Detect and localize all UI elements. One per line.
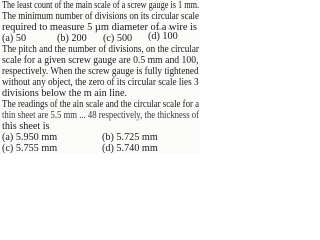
question2-line-7: thin sheet are 5.5 mm ... 48 respectively, the thickness of [2,110,200,121]
scan-artifact [168,28,171,30]
question1-option-a: (a) 50 [2,33,27,44]
question2-option-b: (b) 5.725 mm [102,132,158,143]
question1-line-3: required to measure 5 µm diameter of a wire is [2,22,197,33]
question1-option-b: (b) 200 [57,33,87,44]
question2-line-1: The pitch and the number of divisions, on the circular [2,44,199,55]
question2-line-8: this sheet is [2,121,50,132]
question2-option-c: (c) 5.755 mm [2,143,58,154]
question-page [0,0,200,154]
question2-line-4: without any object, the zero of its circular scale lies 3 [2,77,199,88]
question1-line-2: The minimum number of divisions on its circular scale [2,11,199,22]
scan-artifact [158,28,164,30]
question1-line-1: The least count of the main scale of a screw gauge is 1 mm. [2,0,200,11]
question2-line-3: respectively. When the screw gauge is fully tightened [2,66,199,77]
question2-line-5: divisions below the m ain line. [2,88,128,99]
question2-option-a: (a) 5.950 mm [2,132,58,143]
question2-option-d: (d) 5.740 mm [102,143,158,154]
question1-option-d: (d) 100 [148,31,178,42]
question1-option-c: (c) 500 [103,33,133,44]
question2-line-2: scale for a given screw gauge are 0.5 mm and 100, [2,55,199,66]
question2-line-6: The readings of the ain scale and the circular scale for a [2,99,200,110]
